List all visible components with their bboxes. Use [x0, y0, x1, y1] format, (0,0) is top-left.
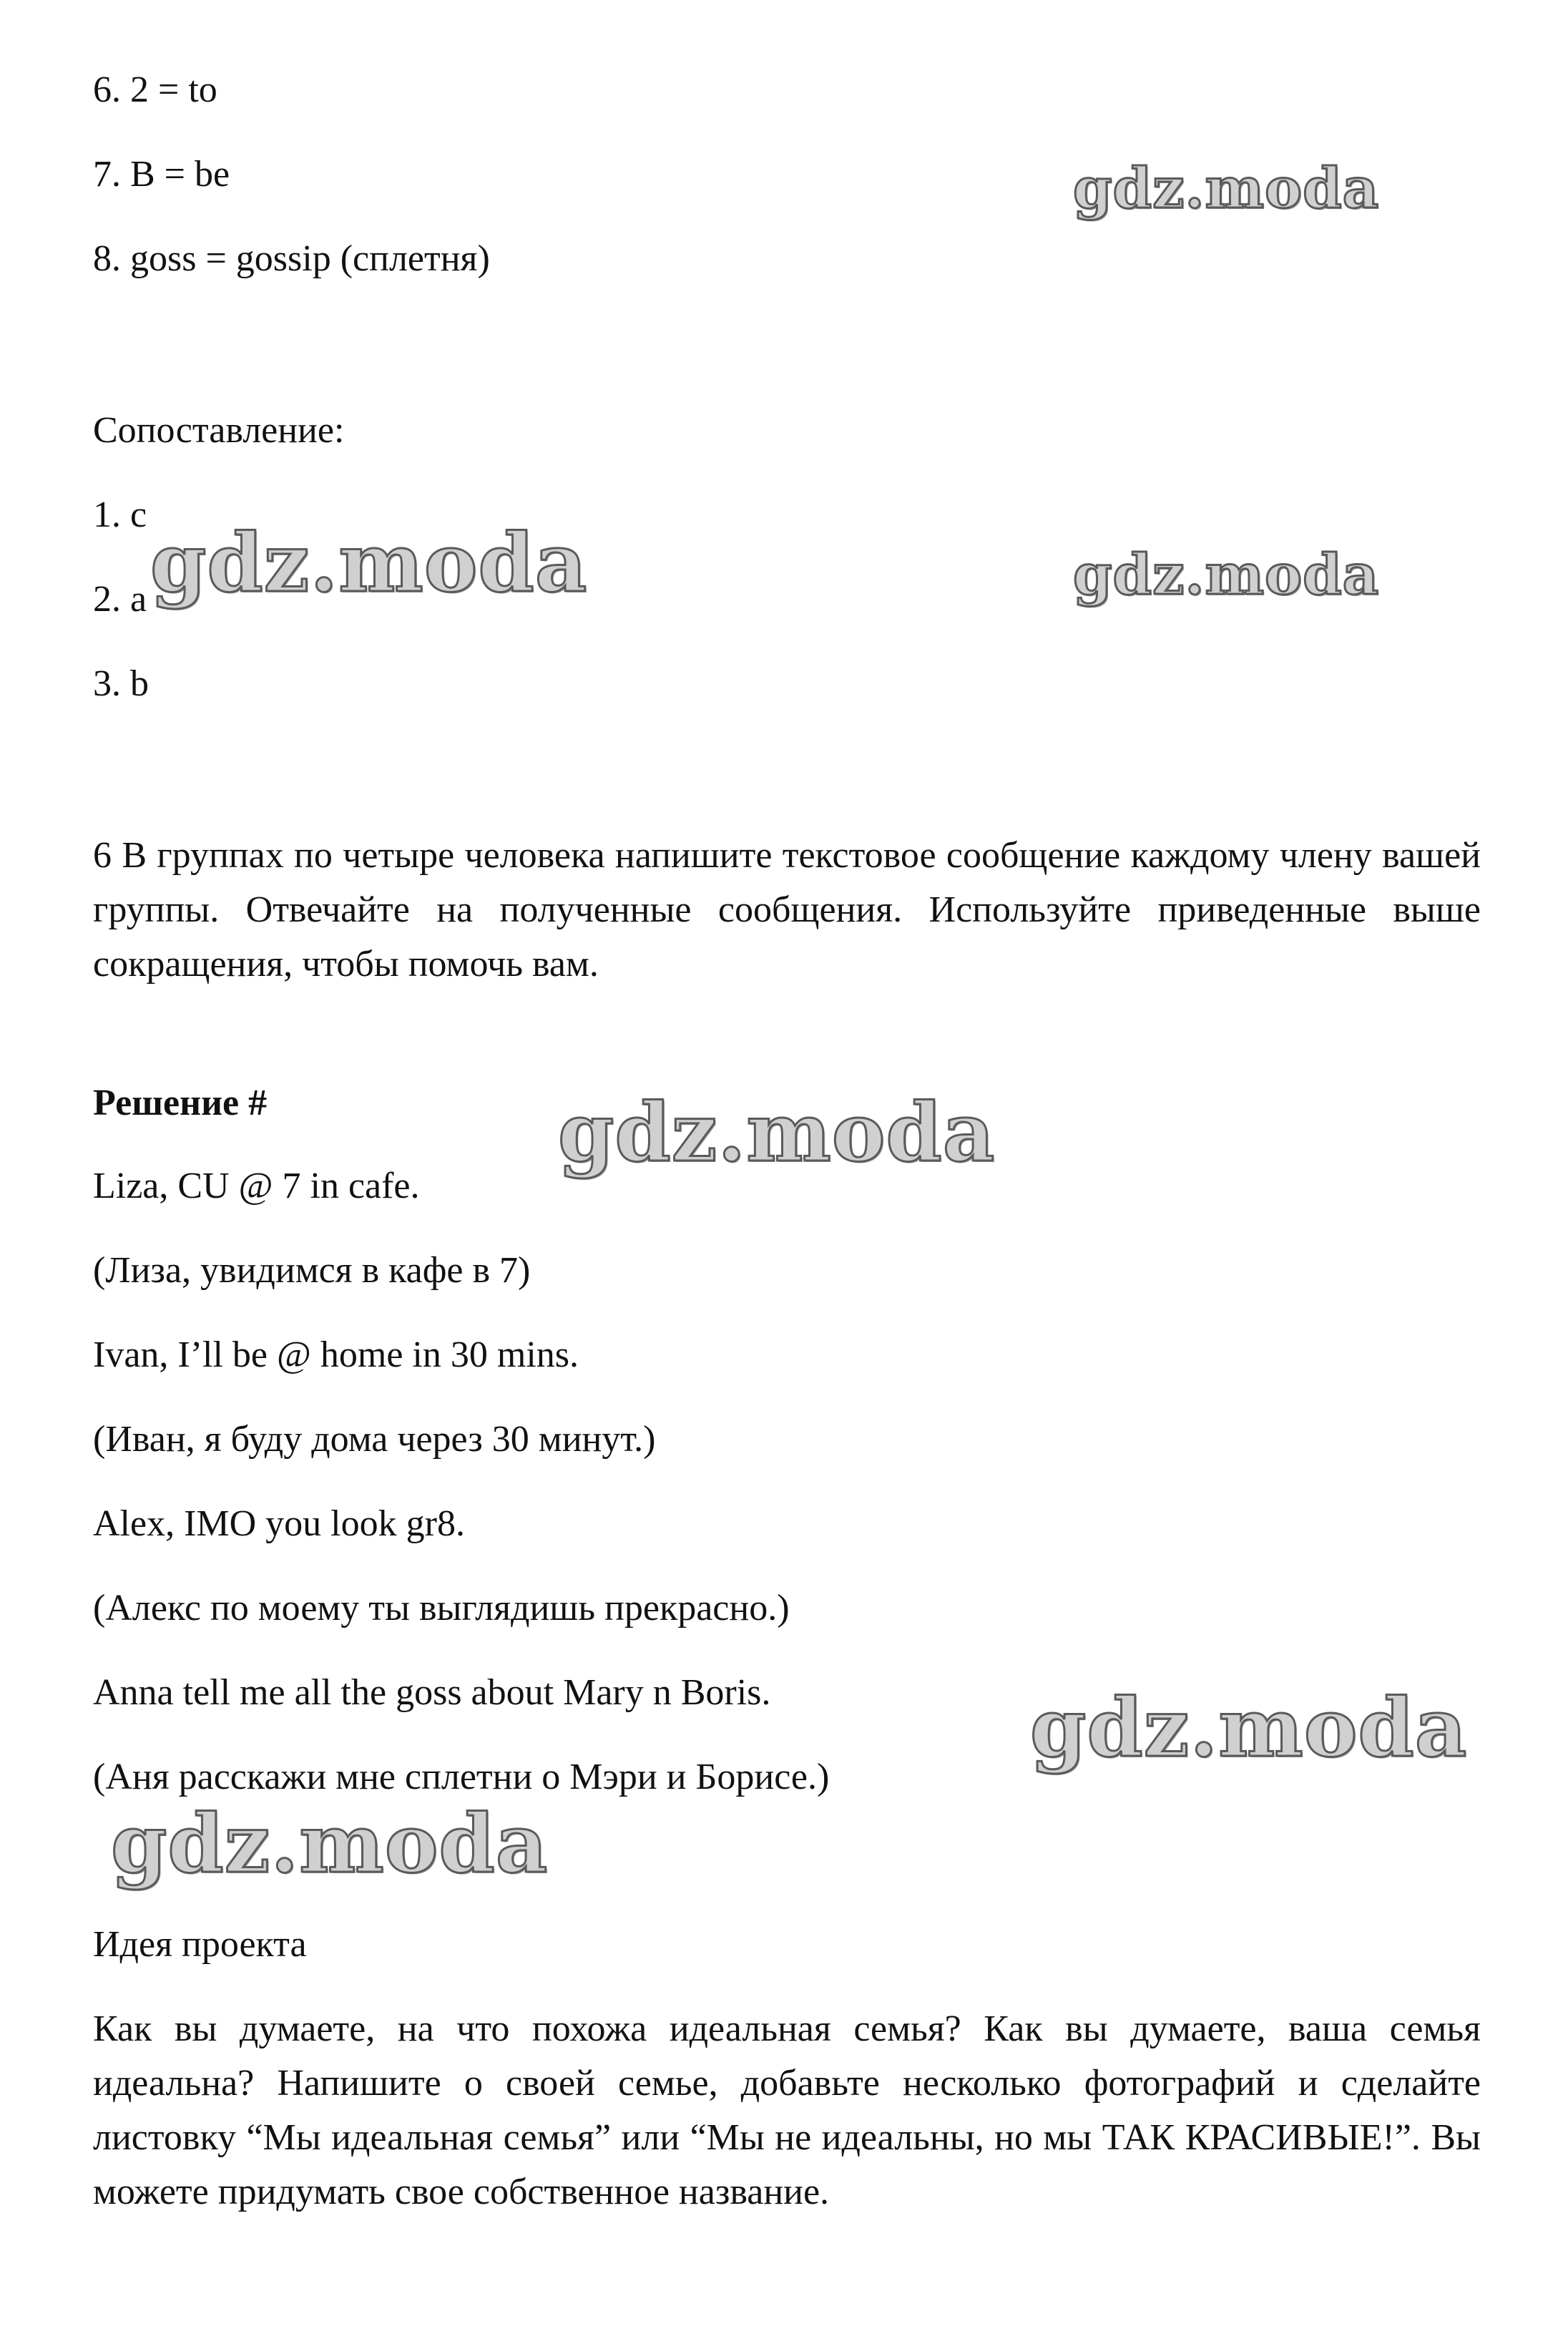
matching-item: 3. b: [93, 663, 149, 704]
matching-item: 2. a: [93, 579, 147, 620]
task-6-text: 6 В группах по четыре человека напишите текстовое сообщение каждому члену вашей группы. Отвечайте на полученные сообщения. Используйте приведенные выше сокращения, чтобы помочь вам.: [93, 835, 1481, 985]
abbreviation-item: 6. 2 = to: [93, 69, 217, 110]
watermark-logo: gdz.moda: [1073, 156, 1380, 221]
abbreviation-item: 8. goss = gossip (сплетня): [93, 238, 490, 279]
solution-line: Alex, IMO you look gr8.: [93, 1503, 465, 1544]
abbreviation-item: 7. B = be: [93, 154, 230, 195]
watermark-logo: gdz.moda: [558, 1086, 996, 1180]
solution-line: Anna tell me all the goss about Mary n Boris.: [93, 1672, 771, 1713]
project-text: Как вы думаете, на что похожа идеальная семья? Как вы думаете, ваша семья идеальна? Напишите о своей семье, добавьте несколько фотографий и сделайте листовку “Мы идеальная семья” или “Мы не идеальны, но мы ТАК КРАСИВЫЕ!”. Вы можете придумать свое собственное название.: [93, 2008, 1481, 2212]
project-heading: Идея проекта: [93, 1924, 307, 1965]
solution-heading: Решение #: [93, 1083, 268, 1123]
watermark-logo: gdz.moda: [111, 1797, 549, 1891]
watermark-logo: gdz.moda: [1030, 1681, 1468, 1775]
solution-line: (Аня расскажи мне сплетни о Мэри и Борисе.): [93, 1757, 830, 1797]
watermark-logo: gdz.moda: [1073, 542, 1380, 607]
matching-item: 1. c: [93, 494, 147, 535]
solution-line: Liza, CU @ 7 in cafe.: [93, 1166, 420, 1206]
matching-heading: Сопоставление:: [93, 410, 345, 451]
watermark-logo: gdz.moda: [150, 517, 588, 610]
solution-line: (Лиза, увидимся в кафе в 7): [93, 1250, 531, 1291]
solution-line: (Алекс по моему ты выглядишь прекрасно.): [93, 1588, 790, 1628]
solution-line: (Иван, я буду дома через 30 минут.): [93, 1419, 656, 1460]
solution-line: Ivan, I’ll be @ home in 30 mins.: [93, 1334, 579, 1375]
